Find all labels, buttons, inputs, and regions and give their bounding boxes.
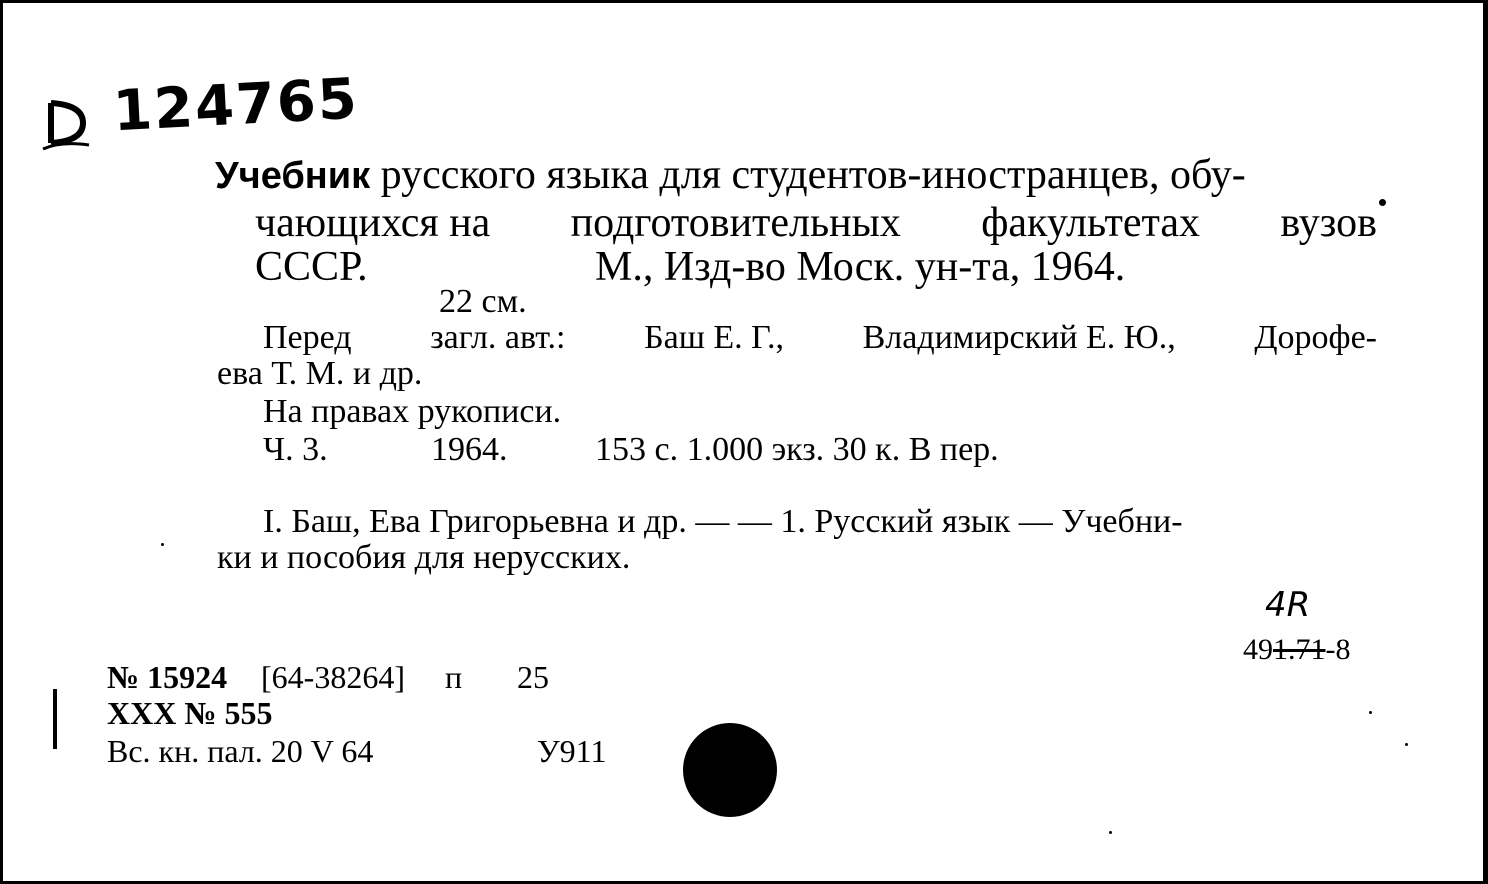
footer-series: XXX № 555 — [107, 695, 273, 731]
title-line-2 — [255, 199, 1377, 247]
authors-part-a: Перед — [263, 319, 352, 356]
authors-part-d: Владимирский Е. Ю., — [862, 319, 1176, 356]
part-details: 153 с. 1.000 экз. 30 к. В пер. — [595, 431, 999, 468]
imprint-country: СССР. — [255, 244, 368, 290]
footer-order-number: № 15924 — [107, 659, 228, 695]
code-struck-part: 1.71 — [1273, 633, 1326, 666]
title-lead-word: Учебник — [215, 155, 371, 197]
footer-letter: п — [445, 659, 463, 695]
part-volume: Ч. 3. — [263, 431, 328, 468]
footer-chamber: Вс. кн. пал. 20 V 64 — [107, 733, 374, 769]
footer-record-number: [64-38264] — [261, 659, 405, 695]
handwritten-shelf-mark: 4R — [1265, 585, 1311, 625]
library-stamp-icon — [41, 95, 97, 151]
title-line-1 — [215, 151, 1385, 199]
rights-line: На правах рукописи. — [263, 393, 562, 430]
authors-line-2: ева Т. М. и др. — [217, 355, 423, 392]
authors-part-c: Баш Е. Г., — [644, 319, 784, 356]
call-number: 124765 — [111, 66, 361, 145]
tracings-line-2: ки и пособия для нерусских. — [217, 539, 631, 576]
speck — [161, 543, 164, 546]
title-line-2-part-d: вузов — [1280, 200, 1377, 246]
punch-hole — [683, 723, 777, 817]
code-suffix: -8 — [1325, 633, 1351, 666]
speck — [1369, 711, 1372, 714]
authors-part-b: загл. авт.: — [430, 319, 566, 356]
imprint-publisher-text: М., Изд-во Моск. ун-та, 1964. — [595, 244, 1126, 290]
footer-code: У911 — [537, 733, 607, 769]
margin-mark — [53, 689, 57, 749]
footer-count: 25 — [517, 659, 549, 695]
title-line-2-part-c: факультетах — [981, 200, 1201, 246]
authors-part-e: Дорофе- — [1254, 319, 1377, 356]
size-line: 22 см. — [439, 283, 527, 320]
tracings-line-1: I. Баш, Ева Григорьевна и др. — — 1. Русский язык — Учебни- — [263, 503, 1183, 540]
imprint-publisher — [595, 243, 1125, 291]
classification-code — [1243, 633, 1351, 667]
code-prefix: 49 — [1243, 633, 1273, 666]
title-line-2-part-b: подготовительных — [570, 200, 901, 246]
speck — [1109, 831, 1112, 834]
speck — [1379, 199, 1386, 206]
title-line-1-text: русского языка для студентов-иностранцев, обу- — [380, 152, 1246, 198]
authors-line-1 — [263, 319, 1377, 357]
part-year: 1964. — [431, 431, 508, 468]
title-line-2-part-a: чающихся на — [255, 200, 491, 246]
speck — [1405, 743, 1408, 746]
imprint-line — [255, 243, 368, 291]
